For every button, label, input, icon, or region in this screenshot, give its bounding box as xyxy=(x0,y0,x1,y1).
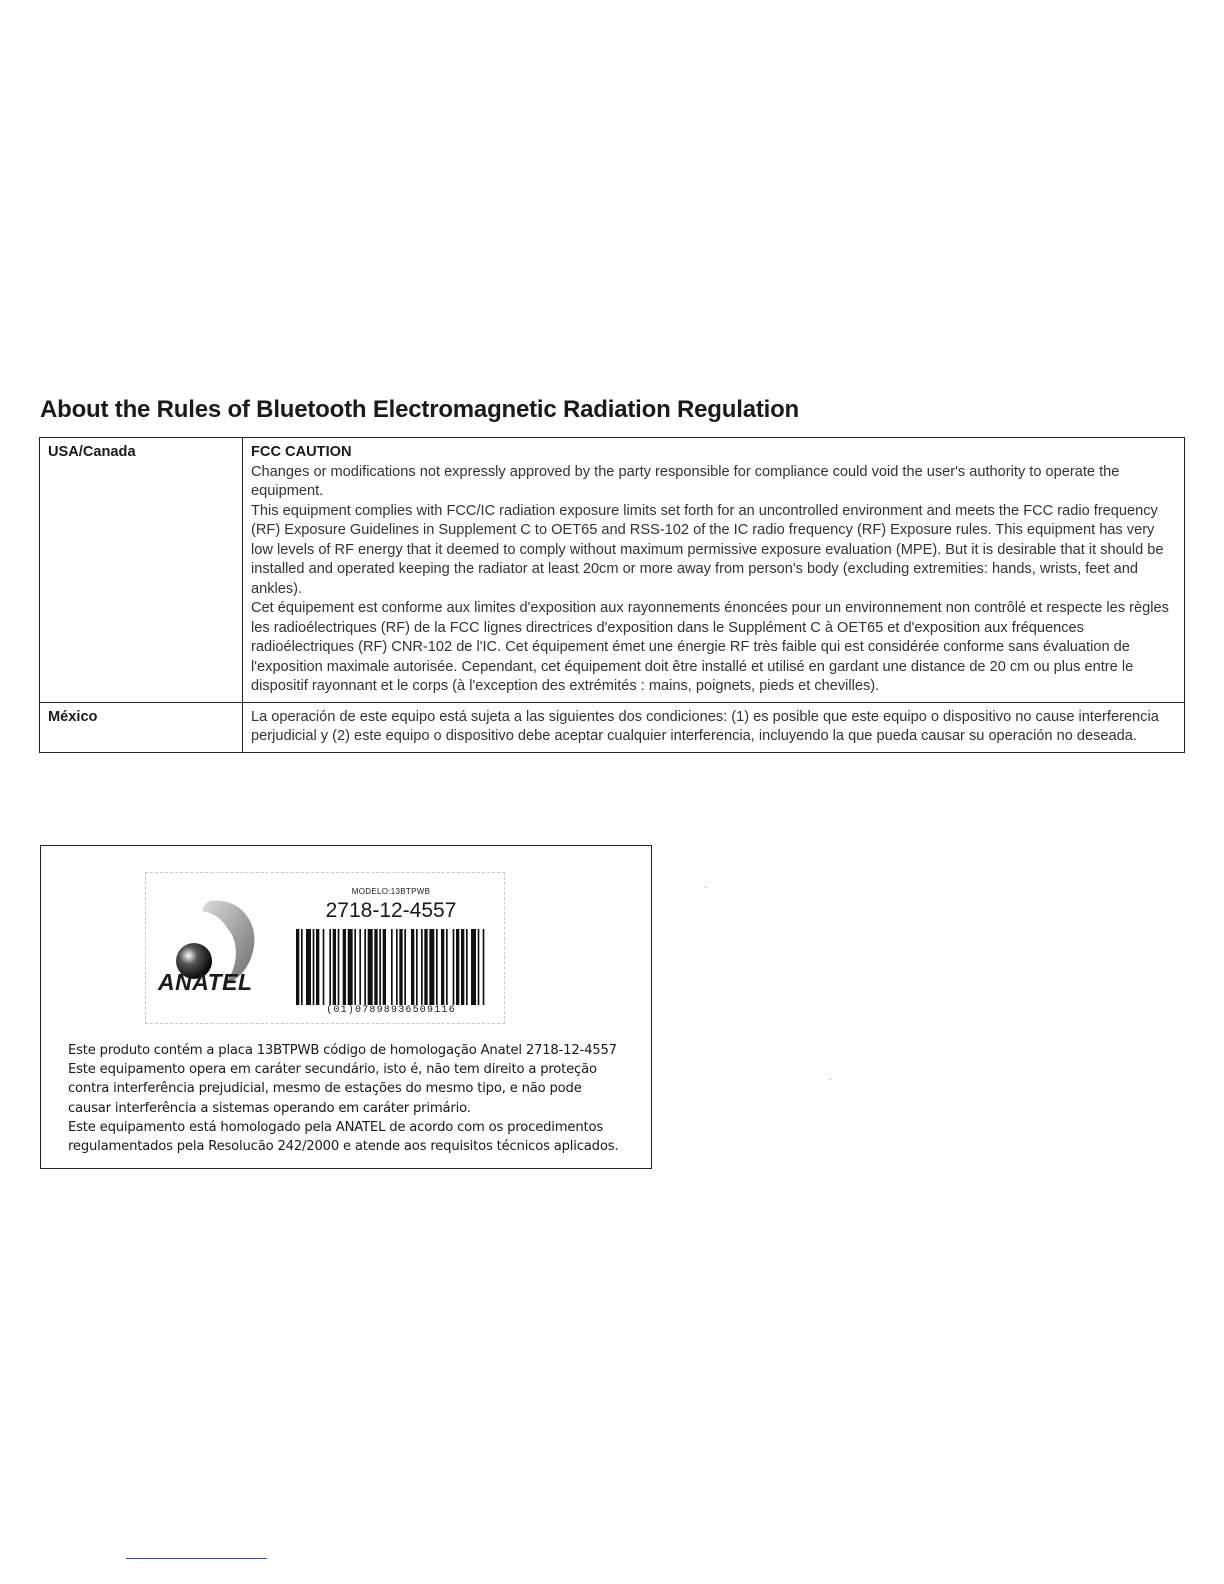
statement-line: regulamentados pela Resolucão 242/2000 e atende aos requisitos técnicos aplicados. xyxy=(68,1139,619,1155)
barcode-bar xyxy=(421,929,423,1005)
barcode-bar xyxy=(478,929,480,1005)
regulation-table xyxy=(39,437,1185,753)
barcode-bar xyxy=(348,929,353,1005)
barcode-number: (01)07898936509116 xyxy=(326,1005,456,1016)
scan-speck xyxy=(705,887,706,888)
barcode xyxy=(296,929,486,1005)
barcode-bar xyxy=(296,929,299,1005)
rule-cell xyxy=(243,702,1185,752)
barcode-bar xyxy=(306,929,311,1005)
region-cell: México xyxy=(40,702,243,752)
statement-line: Este produto contém a placa 13BTPWB código de homologação Anatel 2718-12-4557 xyxy=(68,1043,617,1058)
rule-paragraph: This equipment complies with FCC/IC radiation exposure limits set forth for an uncontrolled environment and meets the FCC radio frequency (RF) Exposure Guidelines in Supplement C to OET65 and RSS-102 of the IC radio frequency (RF) Exposure rules. This equipment has very low levels of RF energy that it deemed to comply without maximum permissive exposure evaluation (MPE). But it is desirable that it should be installed and operated keeping the radiator at least 20cm or more away from person's body (excluding extremities: hands, wrists, feet and ankles). xyxy=(251,502,1164,597)
barcode-bar xyxy=(471,929,476,1005)
barcode-bar xyxy=(466,929,468,1005)
rule-paragraph: La operación de este equipo está sujeta a las siguientes dos condiciones: (1) es posible que este equipo o dispositivo no cause interferencia perjudicial y (2) este equipo o dispositivo debe aceptar cualquier interferencia, incluyendo la que pueda causar su operación no deseada. xyxy=(251,708,1159,744)
model-label: MODELO:13BTPWB xyxy=(351,887,431,896)
barcode-bar xyxy=(323,929,325,1005)
barcode-bar xyxy=(354,929,356,1005)
barcode-bar xyxy=(368,929,373,1005)
barcode-bar xyxy=(416,929,418,1005)
barcode-bar xyxy=(383,929,386,1005)
table-row xyxy=(40,702,1185,752)
barcode-bar xyxy=(333,929,336,1005)
barcode-bar xyxy=(411,929,414,1005)
barcode-bar xyxy=(316,929,319,1005)
statement-line: Este equipamento está homologado pela ANATEL de acordo com os procedimentos xyxy=(68,1119,603,1135)
statement-line: causar interferência a sistemas operando em caráter primário. xyxy=(68,1100,471,1116)
rule-paragraph: Cet équipement est conforme aux limites d'exposition aux rayonnements énoncées pour un environnement non contrôlé et respecte les règles les radioélectriques (RF) de la FCC lignes directrices d'exposition dans le Supplément C à OET65 et d'exposition aux fréquences radioélectriques (RF) CNR-102 de l'IC. Cet équipement émet une énergie RF très faible qui est considérée conforme sans évaluation de l'exposition maximale autorisée. Cependant, cet équipement doit être installé et utilisé en gardant une distance de 20 cm ou plus entre le dispositif rayonnant et le corps (à l'exception des extrémités : mains, poignets, pieds et chevilles). xyxy=(251,600,1169,694)
anatel-certification-box xyxy=(40,845,652,1169)
homologation-code: 2718-12-4557 xyxy=(325,899,457,922)
barcode-bar xyxy=(313,929,315,1005)
barcode-bar xyxy=(301,929,303,1005)
barcode-bar xyxy=(374,929,377,1005)
barcode-bar xyxy=(424,929,427,1005)
scan-speck xyxy=(830,1079,831,1080)
barcode-bar xyxy=(436,929,438,1005)
region-cell: USA/Canada xyxy=(40,438,243,703)
barcode-bar xyxy=(364,929,366,1005)
barcode-bar xyxy=(359,929,361,1005)
anatel-statement xyxy=(68,1041,648,1156)
rule-cell xyxy=(243,438,1185,703)
barcode-bar xyxy=(379,929,381,1005)
anatel-label xyxy=(145,872,505,1024)
barcode-bar xyxy=(456,929,459,1005)
decorative-line xyxy=(126,1558,267,1559)
barcode-bar xyxy=(338,929,340,1005)
barcode-bar xyxy=(461,929,464,1005)
barcode-bar xyxy=(329,929,331,1005)
rule-heading: FCC CAUTION xyxy=(251,444,352,460)
page-title: About the Rules of Bluetooth Electromagnetic Radiation Regulation xyxy=(40,396,800,423)
statement-line: contra interferência prejudicial, mesmo de estações do mesmo tipo, e não pode xyxy=(68,1081,582,1097)
barcode-bar xyxy=(453,929,455,1005)
barcode-bar xyxy=(399,929,402,1005)
anatel-logo-text: ANATEL xyxy=(158,969,253,995)
barcode-bar xyxy=(343,929,346,1005)
barcode-bar xyxy=(391,929,393,1005)
barcode-bar xyxy=(404,929,406,1005)
table-row xyxy=(40,438,1185,703)
barcode-bar xyxy=(396,929,398,1005)
barcode-bar xyxy=(429,929,434,1005)
barcode-bar xyxy=(446,929,448,1005)
rule-paragraph: Changes or modifications not expressly approved by the party responsible for compliance could void the user's authority to operate the equipment. xyxy=(251,463,1120,499)
barcode-bar xyxy=(441,929,444,1005)
statement-line: Este equipamento opera em caráter secundário, isto é, não tem direito a proteção xyxy=(68,1062,597,1078)
barcode-bar xyxy=(483,929,485,1005)
